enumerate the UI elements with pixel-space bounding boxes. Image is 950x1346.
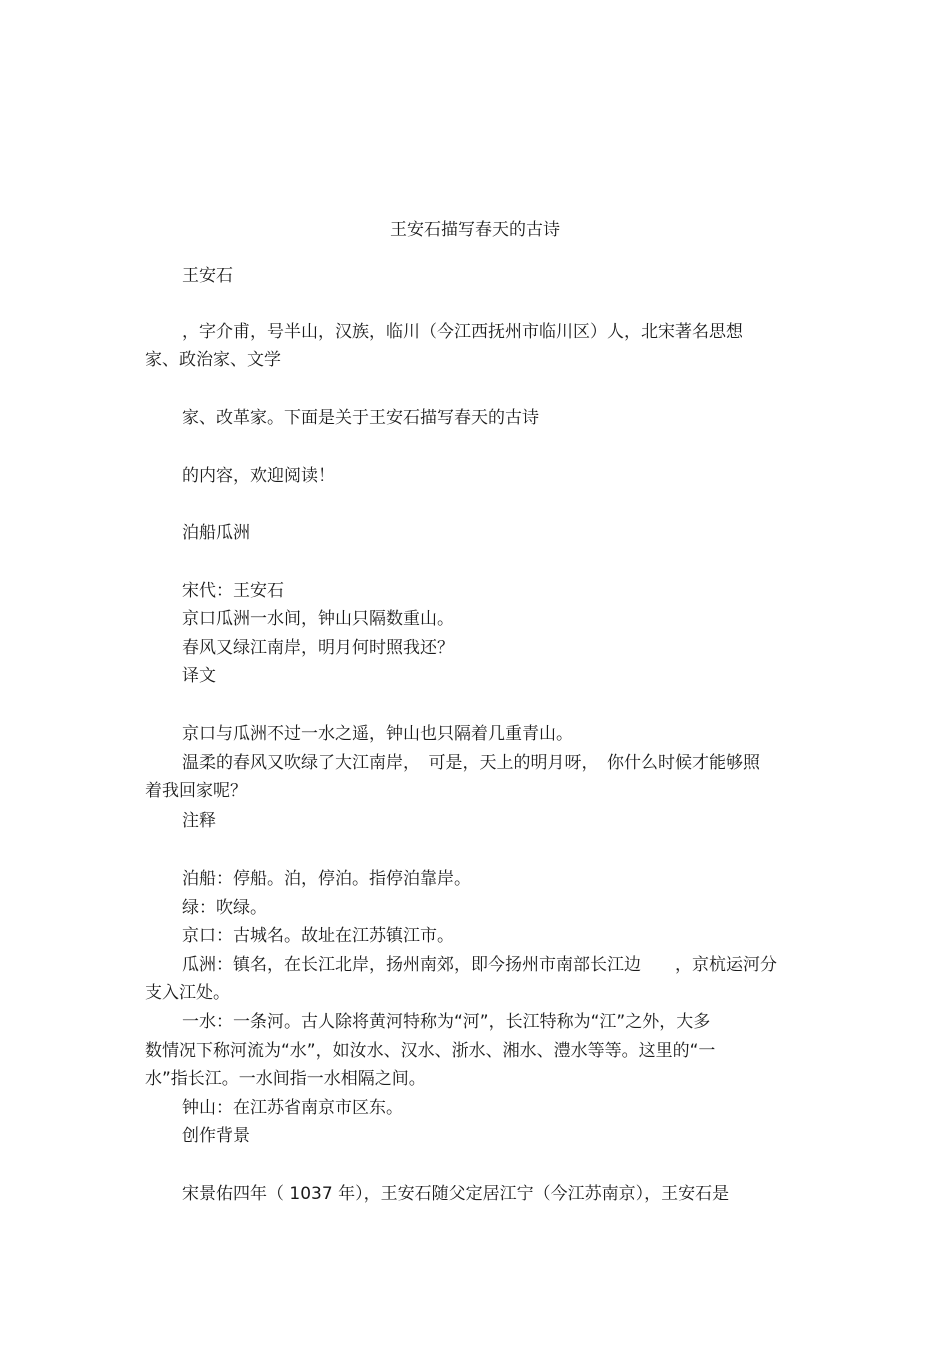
background-heading: 创作背景	[182, 1126, 250, 1146]
note-line: 水”指长江。一水间指一水相隔之间。	[145, 1069, 426, 1089]
poem-dynasty-author: 宋代：王安石	[182, 581, 284, 601]
background-line: 宋景佑四年（ 1037 年），王安石随父定居江宁（今江苏南京），王安石是	[182, 1184, 730, 1204]
note-line: 京口：古城名。故址在江苏镇江市。	[182, 926, 454, 946]
note-line: 瓜洲：镇名，在长江北岸，扬州南郊，即今扬州市南部长江边 ，京杭运河分	[182, 955, 777, 975]
poem-line: 春风又绿江南岸，明月何时照我还？	[182, 638, 454, 658]
translation-line: 京口与瓜洲不过一水之遥，钟山也只隔着几重青山。	[182, 724, 573, 744]
note-line: 数情况下称河流为“水”，如汝水、汉水、浙水、湘水、澧水等等。这里的“一	[145, 1041, 716, 1061]
poem-line: 京口瓜洲一水间，钟山只隔数重山。	[182, 609, 454, 629]
note-line: 绿：吹绿。	[182, 898, 267, 918]
intro-line: 的内容，欢迎阅读！	[182, 466, 335, 486]
translation-line: 温柔的春风又吹绿了大江南岸， 可是，天上的明月呀， 你什么时候才能够照	[182, 753, 760, 773]
page-title: 王安石描写春天的古诗	[390, 220, 560, 240]
translation-line: 着我回家呢？	[145, 781, 247, 801]
author-name: 王安石	[182, 266, 233, 286]
intro-line: 家、政治家、文学	[145, 350, 281, 370]
note-line: 支入江处。	[145, 983, 230, 1003]
translation-heading: 译文	[182, 666, 216, 686]
poem-title: 泊船瓜洲	[182, 523, 250, 543]
intro-line: ，字介甫，号半山，汉族，临川（今江西抚州市临川区）人，北宋著名思想	[182, 322, 743, 342]
notes-heading: 注释	[182, 811, 216, 831]
intro-line: 家、改革家。下面是关于王安石描写春天的古诗	[182, 408, 539, 428]
note-line: 钟山：在江苏省南京市区东。	[182, 1098, 403, 1118]
note-line: 一水：一条河。古人除将黄河特称为“河”，长江特称为“江”之外，大多	[182, 1012, 711, 1032]
note-line: 泊船：停船。泊，停泊。指停泊靠岸。	[182, 869, 471, 889]
